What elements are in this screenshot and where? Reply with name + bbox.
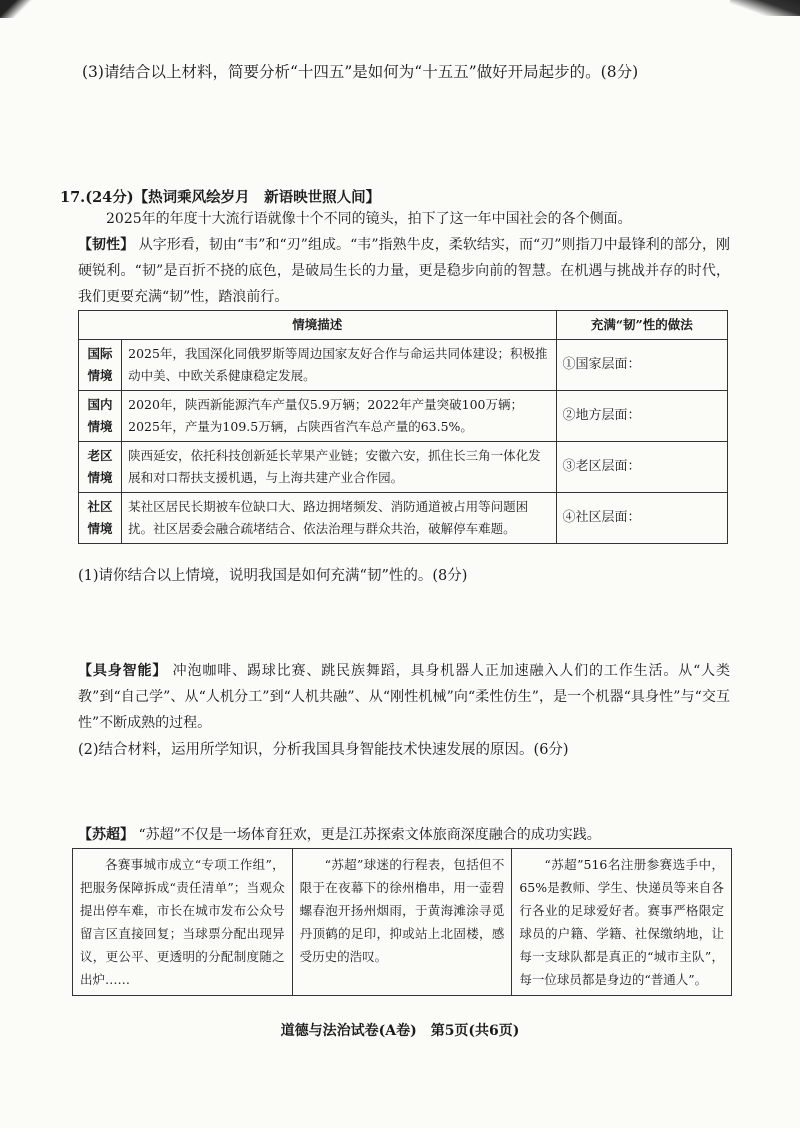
header-situation: 情境描述 bbox=[79, 311, 557, 340]
ren-text: 从字形看，韧由“韦”和“刃”组成。“韦”指熟牛皮，柔软结实，而“刃”则指刀中最锋利的部分，刚硬锐利。“韧”是百折不挠的底色，是破局生长的力量，更是稳步向前的智慧。在机遇与挑战并存的时代，我们更要充满“韧”性，踏浪前行。 bbox=[78, 237, 730, 305]
scan-corner-mark bbox=[0, 0, 36, 18]
question-3: (3)请结合以上材料，简要分析“十四五”是如何为“十五五”做好开局起步的。(8分) bbox=[82, 63, 639, 81]
header-practice: 充满“韧”性的做法 bbox=[556, 311, 727, 340]
suchao-table bbox=[72, 848, 732, 996]
ai-material bbox=[78, 658, 730, 736]
ren-situation-table bbox=[78, 310, 728, 544]
answer-cell: ②地方层面： bbox=[556, 391, 727, 442]
answer-cell: ④社区层面： bbox=[556, 493, 727, 544]
table-row bbox=[79, 442, 728, 493]
table-header-row bbox=[79, 311, 728, 340]
ai-text: 冲泡咖啡、踢球比赛、跳民族舞蹈，具身机器人正加速融入人们的工作生活。从“人类教”到“自己学”、从“人机分工”到“人机共融”、从“刚性机械”向“柔性仿生”，是一个机器“具身性”与“交互性”不断成熟的过程。 bbox=[78, 663, 731, 731]
answer-cell: ①国家层面： bbox=[556, 340, 727, 391]
row-label: 国际情境 bbox=[79, 340, 122, 391]
suchao-material bbox=[78, 822, 730, 848]
sub-question-1: (1)请你结合以上情境，说明我国是如何充满“韧”性的。(8分) bbox=[78, 568, 468, 584]
table-row bbox=[79, 340, 728, 391]
suchao-text: “苏超”不仅是一场体育狂欢，更是江苏探索文体旅商深度融合的成功实践。 bbox=[138, 827, 601, 843]
page-footer: 道德与法治试卷(A卷) 第5页(共6页) bbox=[280, 1023, 520, 1039]
row-label: 国内情境 bbox=[79, 391, 122, 442]
suchao-cell: 各赛事城市成立“专项工作组”，把服务保障拆成“责任清单”；当观众提出停车难，市长在城市发布公众号留言区直接回复；当球票分配出现异议，更公平、更透明的分配制度随之出炉…… bbox=[80, 857, 285, 987]
answer-cell: ③老区层面： bbox=[556, 442, 727, 493]
ren-tag: 【韧性】 bbox=[78, 237, 135, 253]
question-17-heading: 17.(24分)【热词乘风绘岁月 新语映世照人间】 bbox=[60, 189, 381, 206]
table-row bbox=[79, 391, 728, 442]
row-description: 某社区居民长期被车位缺口大、路边拥堵频发、消防通道被占用等问题困扰。社区居委会融合疏堵结合、依法治理与群众共治，破解停车难题。 bbox=[122, 493, 556, 544]
row-label: 老区情境 bbox=[79, 442, 122, 493]
suchao-cell: “苏超”球迷的行程表，包括但不限于在夜幕下的徐州橹串，用一壶碧螺春泡开扬州烟雨，于黄海滩涂寻觅丹顶鹤的足印，抑或站上北固楼，感受历史的浩叹。 bbox=[292, 849, 512, 995]
row-description: 陕西延安，依托科技创新延长苹果产业链；安徽六安，抓住长三角一体化发展和对口帮扶支援机遇，与上海共建产业合作园。 bbox=[122, 442, 556, 493]
row-label: 社区情境 bbox=[79, 493, 122, 544]
ren-material bbox=[78, 232, 730, 310]
scan-corner-mark-right bbox=[730, 0, 800, 16]
row-description: 2020年，陕西新能源汽车产量仅5.9万辆；2022年产量突破100万辆；2025年，产量为109.5万辆，占陕西省汽车总产量的63.5%。 bbox=[122, 391, 556, 442]
ai-tag: 【具身智能】 bbox=[78, 663, 168, 679]
sub-question-2: (2)结合材料，运用所学知识，分析我国具身智能技术快速发展的原因。(6分) bbox=[78, 742, 569, 758]
table-row bbox=[79, 493, 728, 544]
row-description: 2025年，我国深化同俄罗斯等周边国家友好合作与命运共同体建设；积极推动中美、中欧关系健康稳定发展。 bbox=[122, 340, 556, 391]
question-17-intro: 2025年的年度十大流行语就像十个不同的镜头，拍下了这一年中国社会的各个侧面。 bbox=[106, 211, 632, 227]
suchao-cell: “苏超”516名注册参赛选手中，65%是教师、学生、快递员等来自各行各业的足球爱好者。赛事严格限定球员的户籍、学籍、社保缴纳地，让每一支球队都是真正的“城市主队”，每一位球员都是身边的“普通人”。 bbox=[511, 849, 731, 995]
suchao-tag: 【苏超】 bbox=[78, 827, 134, 843]
